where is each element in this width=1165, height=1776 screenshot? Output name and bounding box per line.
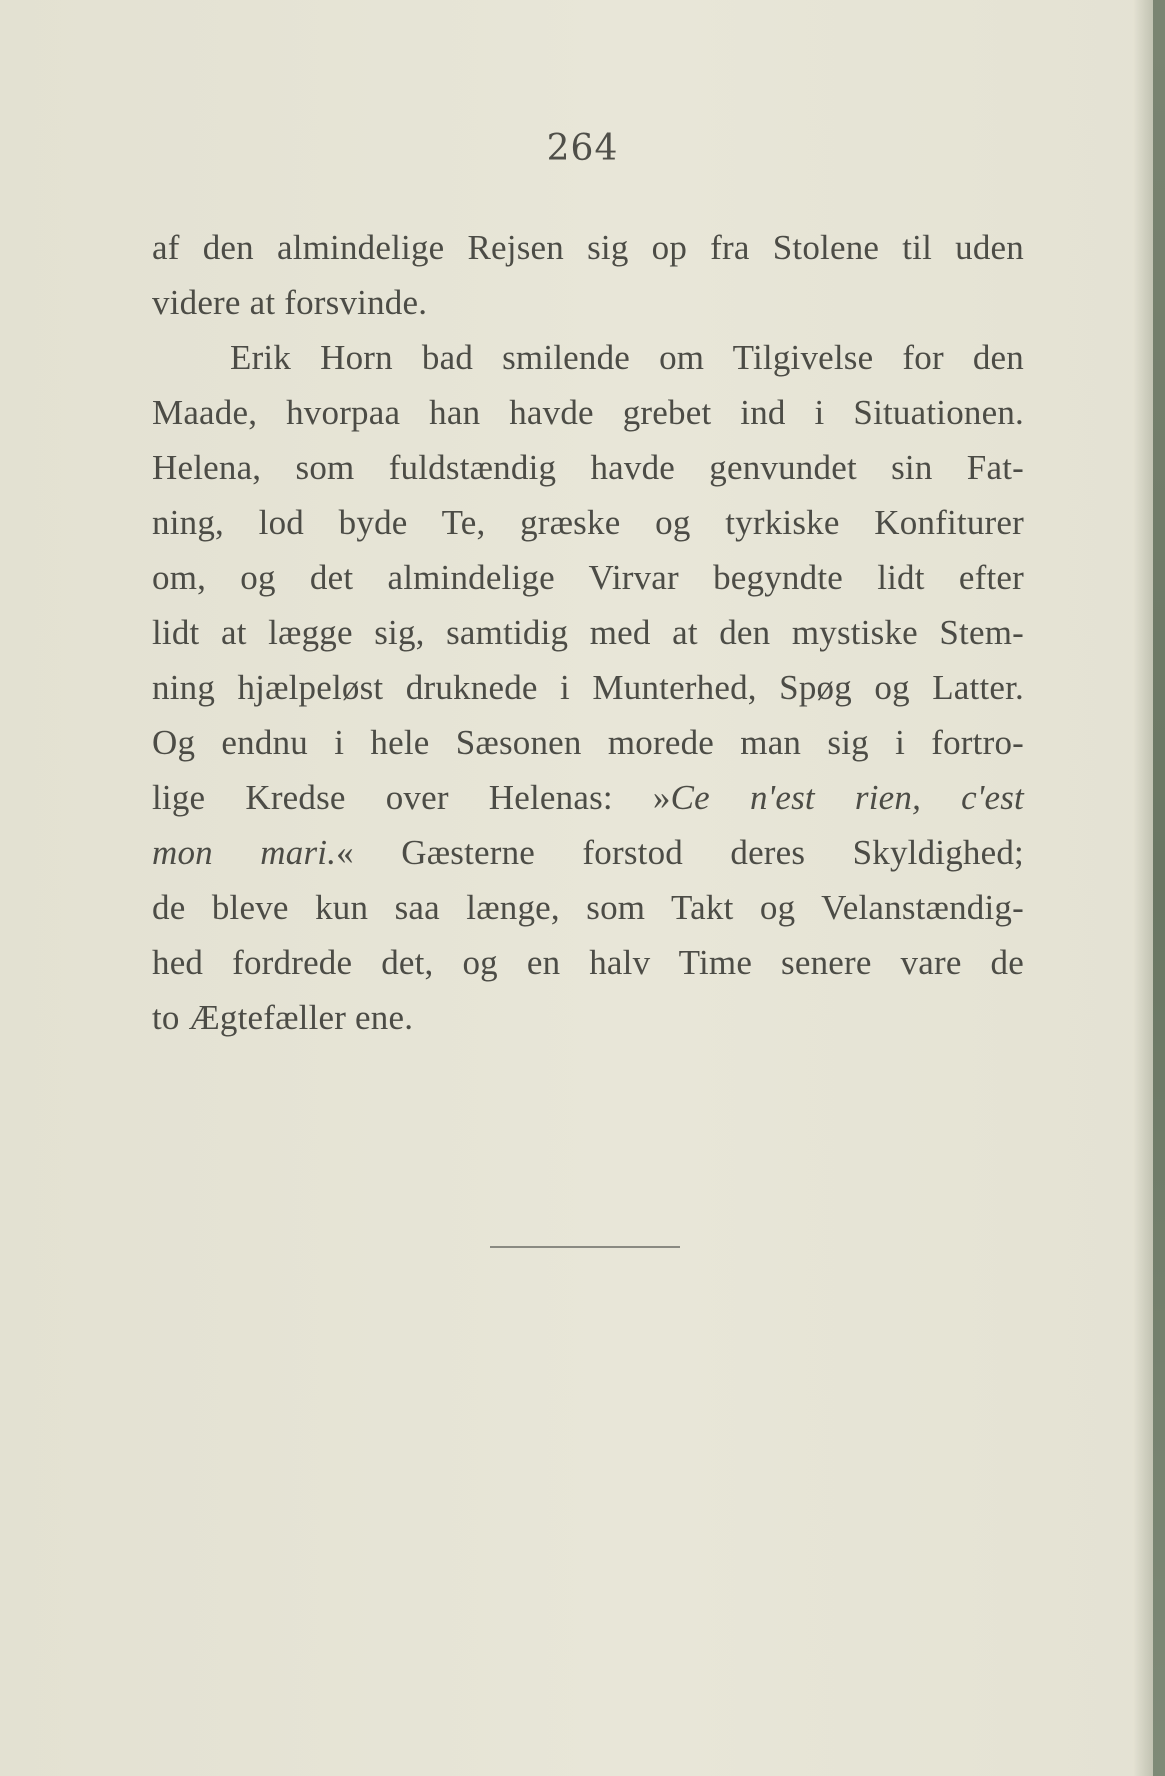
text-line: ning hjælpeløst druknede i Munterhed, Spøg og Latter. [152,668,1024,707]
text-line: hed fordrede det, og en halv Time senere vare de [152,943,1024,982]
text-line [152,770,1024,825]
text-line: Helena, som fuldstændig havde genvundet sin Fat- [152,448,1024,487]
italic-quote: mon mari. [152,833,337,872]
italic-quote: Ce n'est rien, c'est [670,778,1024,817]
page-edge [1153,0,1165,1776]
text-line: to Ægtefæller ene. [152,998,414,1037]
text-line: Og endnu i hele Sæsonen morede man sig i fortro- [152,723,1024,762]
page-number: 264 [546,128,619,169]
text-line: af den almindelige Rejsen sig op fra Stolene til uden [152,228,1024,267]
text-line: de bleve kun saa længe, som Takt og Velanstændig- [152,888,1024,927]
text-line: Erik Horn bad smilende om Tilgivelse for den [230,338,1024,377]
text-segment: « Gæsterne forstod deres Skyldighed; [336,833,1024,872]
text-line [152,825,1024,880]
text-line: om, og det almindelige Virvar begyndte lidt efter [152,558,1024,597]
text-line: lidt at lægge sig, samtidig med at den mystiske Stem- [152,613,1024,652]
text-line: Maade, hvorpaa han havde grebet ind i Situationen. [152,393,1024,432]
text-line: videre at forsvinde. [152,283,428,322]
body-text [152,220,1024,1045]
section-end-rule [490,1246,680,1248]
text-segment: lige Kredse over Helenas: » [152,778,671,817]
page-edge-shadow [1133,0,1153,1776]
text-line: ning, lod byde Te, græske og tyrkiske Konfiturer [152,503,1024,542]
